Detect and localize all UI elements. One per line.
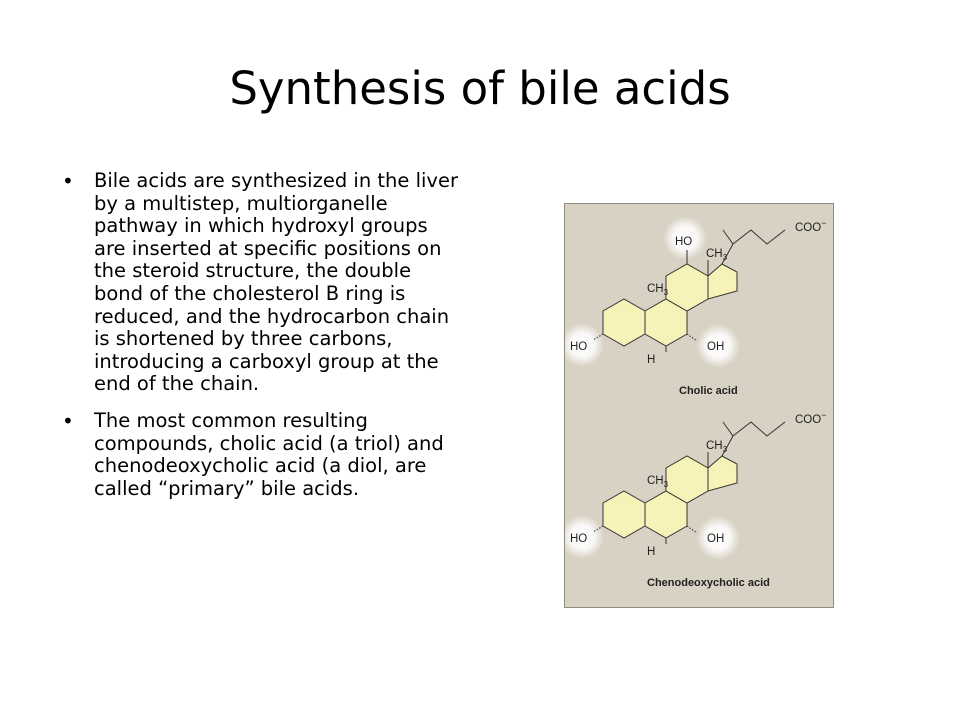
ch3-upper-sub: 3 <box>722 253 728 262</box>
label-ch3-lower <box>647 475 669 489</box>
label-oh-right: OH <box>707 341 725 353</box>
ring-d <box>708 264 737 299</box>
bullet-item <box>62 170 462 396</box>
ch3-lower-sub: 3 <box>663 480 669 489</box>
bullet-item <box>62 410 462 500</box>
label-oh-right: OH <box>707 533 725 545</box>
label-ho-left: HO <box>570 341 588 353</box>
ring-d <box>708 456 737 491</box>
ch3-lower-text: CH <box>647 283 664 295</box>
coo-text: COO <box>795 414 822 426</box>
ch3-lower-text: CH <box>647 475 664 487</box>
slide-title: Synthesis of bile acids <box>229 62 731 115</box>
ch3-upper-sub: 3 <box>722 445 728 454</box>
label-h: H <box>647 546 656 558</box>
bond-oh-right <box>687 334 697 341</box>
label-ho-left: HO <box>570 533 588 545</box>
ch3-lower-sub: 3 <box>663 288 669 297</box>
label-h: H <box>647 354 656 366</box>
ring-a <box>603 299 645 346</box>
ch3-upper-text: CH <box>706 248 723 260</box>
chenodeoxycholic-acid-structure <box>565 410 826 589</box>
coo-charge: − <box>821 218 827 228</box>
caption-cholic-acid: Cholic acid <box>679 385 738 397</box>
side-chain <box>722 230 785 264</box>
bullet-text: The most common resulting compounds, cholic acid (a triol) and chenodeoxycholic acid (a diol, are called “primary” bile acids. <box>94 408 444 500</box>
side-chain <box>722 422 785 456</box>
label-coo <box>795 218 826 234</box>
label-ch3-upper <box>706 440 728 454</box>
bullet-dot-icon: • <box>62 408 74 433</box>
coo-charge: − <box>821 410 827 420</box>
label-ch3-upper <box>706 248 728 262</box>
bond-oh-right <box>687 526 697 533</box>
bullet-dot-icon: • <box>62 169 74 193</box>
coo-text: COO <box>795 222 822 234</box>
ch3-upper-text: CH <box>706 440 723 452</box>
cholic-acid-structure <box>565 216 826 397</box>
bullet-text: Bile acids are synthesized in the liver by a multistep, multiorganelle pathway in which hydroxyl groups are inserted at specific positions on the steroid structure, the double bond of the cholesterol B ring is reduced, and the hydrocarbon chain is shortened by three carbons, introducing a carboxyl group at the end of the chain. <box>94 169 458 396</box>
bullet-list <box>62 170 462 514</box>
label-coo <box>795 410 826 426</box>
ring-a <box>603 491 645 538</box>
label-ch3-lower <box>647 283 669 297</box>
caption-chenodeoxycholic-acid: Chenodeoxycholic acid <box>647 577 770 589</box>
bile-acid-structures-figure <box>564 203 834 608</box>
label-ho-top: HO <box>675 236 693 248</box>
structures-svg <box>565 204 833 607</box>
